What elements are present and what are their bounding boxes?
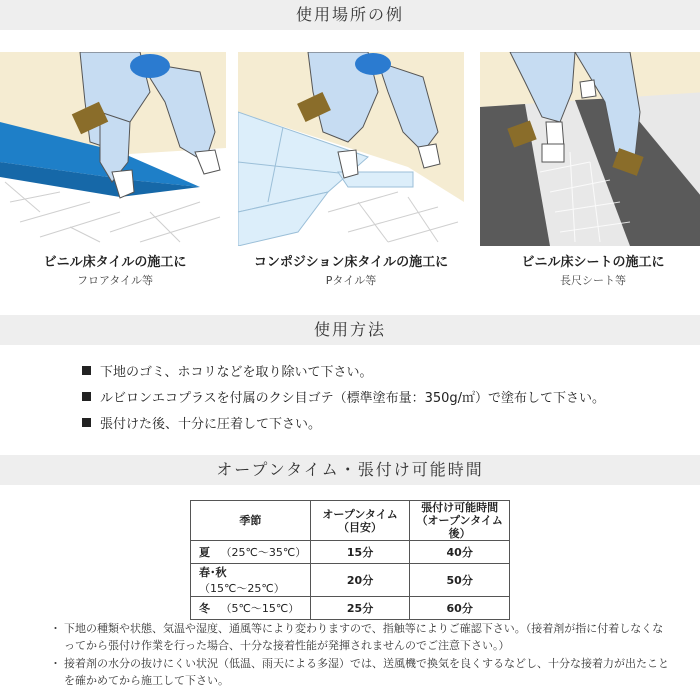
example-title: コンポジション床タイルの施工に	[253, 255, 449, 270]
temperature-range: （5℃～15℃）	[220, 602, 300, 615]
open-time-table	[190, 500, 510, 620]
dot-bullet-icon: ・	[50, 622, 61, 635]
example-title: ビニル床タイルの施工に	[43, 255, 187, 270]
usage-steps-list	[82, 357, 642, 435]
table-header-open-time	[310, 501, 410, 541]
possible-time-cell: 40分	[410, 541, 510, 564]
table-row	[191, 564, 510, 597]
possible-time-cell: 50分	[410, 564, 510, 597]
header-line: オープンタイム （目安）	[322, 507, 398, 534]
season-name: 春･秋	[199, 566, 227, 579]
usage-step-text: ルビロンエコプラスを付属のクシ目ゴテ（標準塗布量：350g/㎡）で塗布して下さい。	[100, 390, 606, 406]
note-text: 下地の種類や状態、気温や湿度、通風等により変わりますので、指触等によりご確認下さい。（接着剤が指に付着しなくなってから張付け作業を行った場合、十分な接着性能が発揮されませんのでご注意下さい。）	[64, 622, 664, 652]
open-time-cell: 25分	[310, 597, 410, 620]
example-title: ビニル床シートの施工に	[521, 255, 665, 270]
notes-list	[50, 620, 670, 690]
table-row	[191, 597, 510, 620]
example-subtitle: Pタイル等	[325, 274, 377, 287]
square-bullet-icon	[82, 366, 91, 375]
table-row	[191, 541, 510, 564]
section-header-open-time: オープンタイム・張付け可能時間	[0, 455, 700, 485]
season-name: 冬	[199, 602, 210, 615]
section-header-how-to-use: 使用方法	[0, 315, 700, 345]
season-cell	[191, 564, 311, 597]
illustration-vinyl-floor-tile	[0, 52, 226, 246]
temperature-range: （15℃～25℃）	[199, 582, 285, 595]
table-header-row	[191, 501, 510, 541]
example-subtitle: フロアタイル等	[76, 274, 153, 287]
header-line: 張付け可能時間 （オープンタイム後）	[416, 501, 503, 540]
table-header-season: 季節	[191, 501, 311, 541]
season-cell	[191, 597, 311, 620]
example-caption-vinyl-sheet	[478, 254, 700, 289]
usage-step	[82, 357, 642, 383]
usage-step	[82, 383, 642, 409]
example-caption-vinyl-tile	[0, 254, 230, 289]
temperature-range: （25℃～35℃）	[220, 546, 307, 559]
section-header-usage-places: 使用場所の例	[0, 0, 700, 30]
open-time-cell: 15分	[310, 541, 410, 564]
note-text: 接着剤の水分の抜けにくい状況（低温、雨天による多湿）では、送風機で換気を良くするなどし、十分な接着力が出たことを確かめてから施工して下さい。	[64, 657, 669, 687]
usage-step-text: 下地のゴミ、ホコリなどを取り除いて下さい。	[100, 364, 373, 380]
open-time-cell: 20分	[310, 564, 410, 597]
example-subtitle: 長尺シート等	[560, 274, 626, 287]
note-item	[50, 620, 670, 654]
table-header-possible-time	[410, 501, 510, 541]
note-item	[50, 655, 670, 689]
dot-bullet-icon: ・	[50, 657, 61, 670]
square-bullet-icon	[82, 392, 91, 401]
usage-step-text: 張付けた後、十分に圧着して下さい。	[100, 416, 322, 432]
square-bullet-icon	[82, 418, 91, 427]
illustration-vinyl-floor-sheet	[480, 52, 700, 246]
illustration-composition-floor-tile	[238, 52, 464, 246]
example-caption-composition-tile	[236, 254, 466, 289]
possible-time-cell: 60分	[410, 597, 510, 620]
season-name: 夏	[199, 546, 210, 559]
season-cell	[191, 541, 311, 564]
usage-step	[82, 409, 642, 435]
